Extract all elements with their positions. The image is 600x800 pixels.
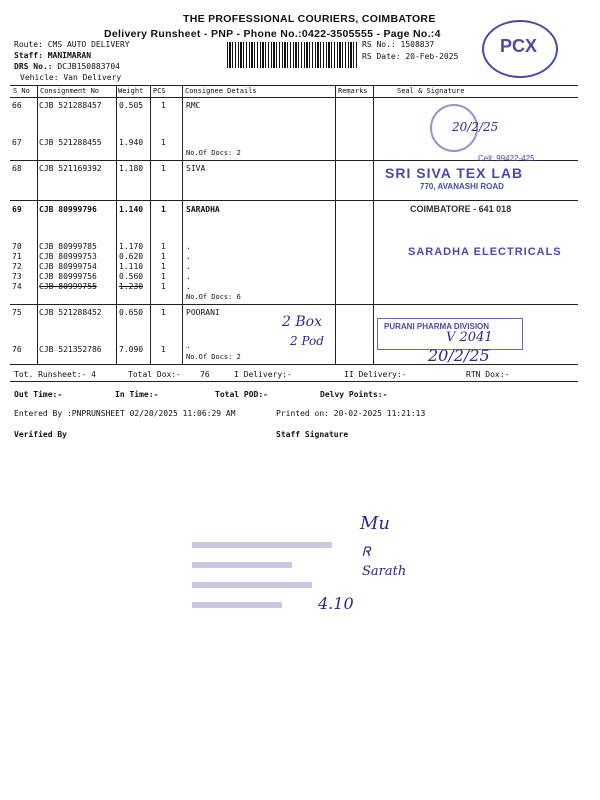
col-divider xyxy=(116,85,117,97)
pcx-stamp xyxy=(482,20,558,78)
cell-pcs: 1 xyxy=(161,345,166,354)
bottom-time: 4.10 xyxy=(318,594,354,613)
total-dox-value: 76 xyxy=(200,370,210,379)
cell-pcs: 1 xyxy=(161,205,166,214)
docs-count: No.Of Docs: 6 xyxy=(186,293,241,301)
cell-sno: 67 xyxy=(12,138,22,147)
cell-pcs: 1 xyxy=(161,262,166,271)
col-divider xyxy=(150,85,151,97)
totals-divider xyxy=(10,381,578,382)
siva-stamp-address: 770, AVANASHI ROAD xyxy=(420,182,504,191)
barcode xyxy=(227,42,357,68)
col-divider xyxy=(182,97,183,364)
col-divider xyxy=(335,85,336,97)
docs-count: No.Of Docs: 2 xyxy=(186,149,241,157)
drs-value: DCJB150883704 xyxy=(57,62,120,71)
cell-consignee: SARADHA xyxy=(186,205,220,214)
cell-weight: 7.090 xyxy=(119,345,144,354)
route-text: Route: CMS AUTO DELIVERY xyxy=(14,40,130,49)
i-delivery: I Delivery:- xyxy=(234,370,292,379)
runsheet-subtitle: Delivery Runsheet - PNP - Phone No.:0422-3505555 - Page No.:4 xyxy=(104,28,441,40)
rs-no: RS No.: 1508837 xyxy=(362,40,435,49)
cell-sno: 74 xyxy=(12,282,22,291)
cell-consignment: CJB 521169392 xyxy=(39,164,102,173)
box-note: 2 Box xyxy=(282,314,322,330)
ii-delivery: II Delivery:- xyxy=(344,370,407,379)
cell-consignee: RMC xyxy=(186,101,201,110)
printed-on: Printed on: 20-02-2025 11:21:13 xyxy=(276,409,426,418)
cell-consignee: . xyxy=(186,341,191,350)
col-divider xyxy=(150,97,151,364)
cell-consignee: . xyxy=(186,242,191,251)
delvy-points: Delvy Points:- xyxy=(320,390,388,399)
cell-consignment: CJB 80999755 xyxy=(39,282,97,291)
cell-consignee: . xyxy=(186,282,191,291)
rmc-signature: 20/2/25 xyxy=(452,120,499,134)
cell-weight: 1.230 xyxy=(119,282,144,291)
vehicle-text: Vehicle: Van Delivery xyxy=(20,73,122,82)
cell-pcs: 1 xyxy=(161,138,166,147)
col-header-seal: Seal & Signature xyxy=(397,87,465,95)
cell-consignee: . xyxy=(186,262,191,271)
cell-sno: 71 xyxy=(12,252,22,261)
table-header-border xyxy=(10,97,578,98)
col-header-consignment: Consignment No xyxy=(40,87,100,95)
col-divider xyxy=(37,97,38,364)
tot-runsheet: Tot. Runsheet:- 4 xyxy=(14,370,96,379)
col-divider xyxy=(335,97,336,364)
in-time: In Time:- xyxy=(115,390,159,399)
group-divider xyxy=(10,364,578,365)
cell-weight: 1.940 xyxy=(119,138,144,147)
siva-stamp-city: COIMBATORE - 641 018 xyxy=(410,204,512,214)
cell-weight: 0.620 xyxy=(119,252,144,261)
cell-consignment: CJB 80999796 xyxy=(39,205,97,214)
cell-weight: 1.140 xyxy=(119,205,144,214)
total-pod: Total POD:- xyxy=(215,390,268,399)
cell-sno: 70 xyxy=(12,242,22,251)
cell-sno: 68 xyxy=(12,164,22,173)
cell-consignment: CJB 521288452 xyxy=(39,308,102,317)
col-divider xyxy=(182,85,183,97)
cell-consignee: . xyxy=(186,272,191,281)
cell-sno: 73 xyxy=(12,272,22,281)
entered-by: Entered By :PNPRUNSHEET 02/20/2025 11:06:29 AM xyxy=(14,409,236,418)
col-header-remarks: Remarks xyxy=(338,87,368,95)
bottom-signature-3: Sarath xyxy=(362,564,407,579)
docs-count: No.Of Docs: 2 xyxy=(186,353,241,361)
cell-consignment: CJB 521288455 xyxy=(39,138,102,147)
col-header-consignee: Consignee Details xyxy=(185,87,257,95)
cell-weight: 0.560 xyxy=(119,272,144,281)
faded-line xyxy=(192,542,332,548)
purani-stamp: PURANI PHARMA DIVISION xyxy=(384,322,490,331)
cell-weight: 1.180 xyxy=(119,164,144,173)
col-header-sno: S No xyxy=(13,87,30,95)
table-top-border xyxy=(10,85,578,86)
cell-pcs: 1 xyxy=(161,242,166,251)
drs-no xyxy=(14,62,120,71)
cell-pcs: 1 xyxy=(161,282,166,291)
group-divider xyxy=(10,200,578,201)
verified-by: Verified By xyxy=(14,430,67,439)
cell-pcs: 1 xyxy=(161,101,166,110)
cell-consignment: CJB 80999785 xyxy=(39,242,97,251)
rtn-dox: RTN Dox:- xyxy=(466,370,510,379)
cell-consignee: POORANI xyxy=(186,308,220,317)
cell-pcs: 1 xyxy=(161,252,166,261)
cell-consignment: CJB 521352786 xyxy=(39,345,102,354)
cell-sno: 72 xyxy=(12,262,22,271)
faded-line xyxy=(192,562,292,568)
col-header-weight: Weight xyxy=(118,87,144,95)
purani-date: 20/2/25 xyxy=(428,346,490,365)
col-divider xyxy=(37,85,38,97)
pod-note: 2 Pod xyxy=(290,334,324,348)
siva-stamp-name: SRI SIVA TEX LAB xyxy=(385,165,524,181)
group-divider xyxy=(10,304,578,305)
cell-weight: 1.110 xyxy=(119,262,144,271)
col-divider xyxy=(116,97,117,364)
cell-consignment: CJB 521288457 xyxy=(39,101,102,110)
cell-weight: 0.650 xyxy=(119,308,144,317)
faded-stamp xyxy=(188,540,338,612)
cell-consignee: . xyxy=(186,252,191,261)
cell-consignment: CJB 80999754 xyxy=(39,262,97,271)
rs-date: RS Date: 20-Feb-2025 xyxy=(362,52,459,61)
col-divider xyxy=(373,97,374,364)
cell-consignee: SIVA xyxy=(186,164,206,173)
saradha-stamp: SARADHA ELECTRICALS xyxy=(408,246,562,258)
total-dox-label: Total Dox:- xyxy=(128,370,181,379)
staff-text: Staff: MANIMARAN xyxy=(14,51,92,60)
faded-line xyxy=(192,582,312,588)
col-divider xyxy=(373,85,374,97)
cell-weight: 0.505 xyxy=(119,101,144,110)
bottom-signature-2: Ꮢ xyxy=(362,545,371,560)
cell-consignment: CJB 80999756 xyxy=(39,272,97,281)
cell-sno: 66 xyxy=(12,101,22,110)
cell-weight: 1.170 xyxy=(119,242,144,251)
col-header-pcs: PCS xyxy=(153,87,166,95)
drs-label: DRS No.: xyxy=(14,62,53,71)
cell-pcs: 1 xyxy=(161,272,166,281)
company-title: THE PROFESSIONAL COURIERS, COIMBATORE xyxy=(183,13,436,25)
cell-sno: 69 xyxy=(12,205,22,214)
pcx-label: PCX xyxy=(500,36,538,56)
purani-signature: V 2041 xyxy=(446,330,493,345)
cell-pcs: 1 xyxy=(161,164,166,173)
out-time: Out Time:- xyxy=(14,390,63,399)
cell-pcs: 1 xyxy=(161,308,166,317)
cell-sno: 75 xyxy=(12,308,22,317)
faded-line xyxy=(192,602,282,608)
staff-signature-label: Staff Signature xyxy=(276,430,349,439)
siva-cell-stamp: Cell: 99422-425 xyxy=(478,154,535,163)
cell-consignment: CJB 80999753 xyxy=(39,252,97,261)
bottom-signature-1: Mu xyxy=(360,513,391,534)
cell-sno: 76 xyxy=(12,345,22,354)
